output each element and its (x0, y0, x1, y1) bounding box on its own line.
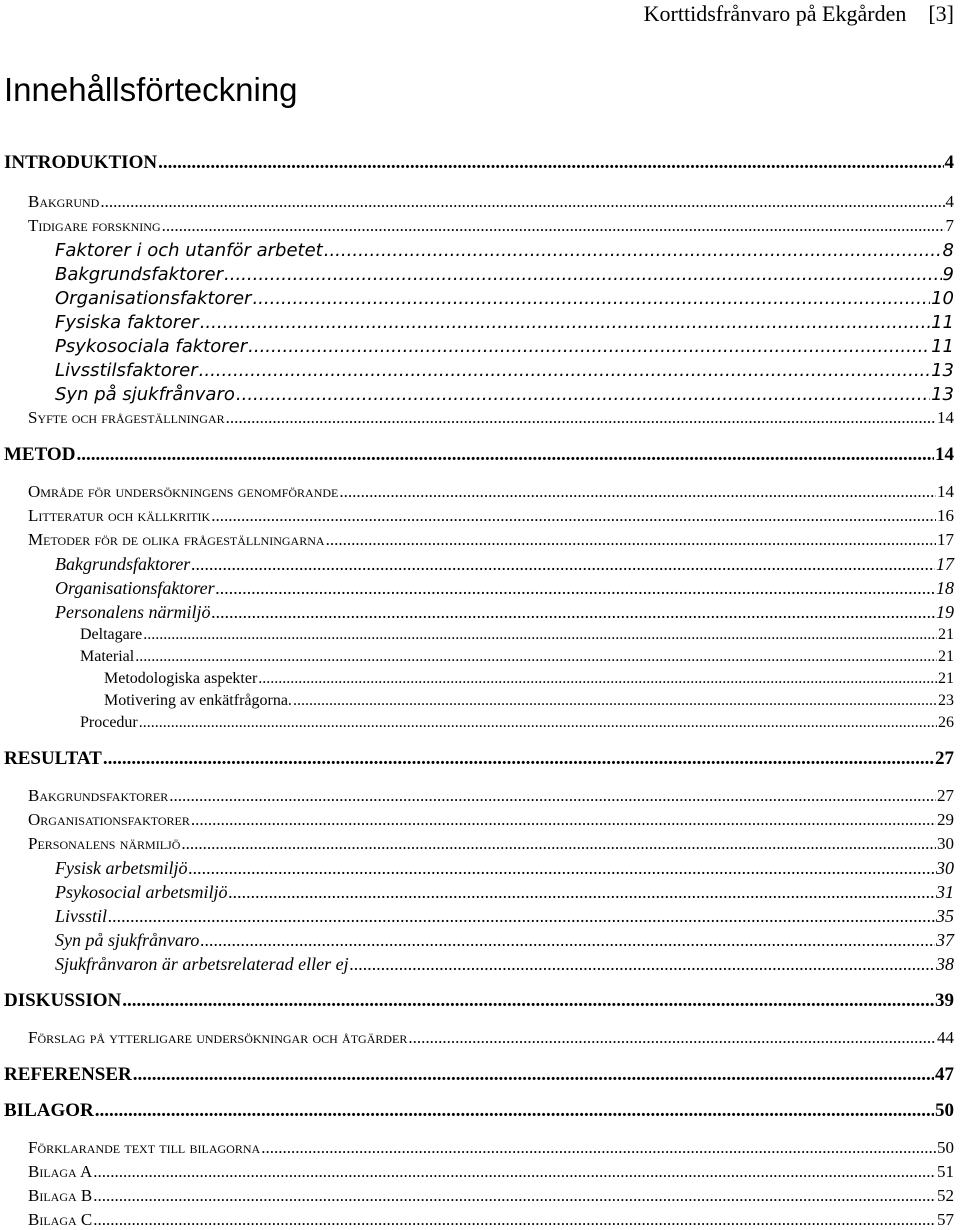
toc-dot-leader (252, 288, 930, 309)
toc-entry-label: Bakgrundsfaktorer (55, 554, 191, 574)
toc-entry[interactable] (28, 482, 954, 502)
toc-dot-leader (181, 834, 936, 854)
toc-entry[interactable] (104, 670, 954, 688)
toc-entry-label: Bilaga C (28, 1210, 93, 1229)
toc-entry-page-number: 31 (936, 882, 954, 902)
toc-entry-page-number: 30 (936, 858, 954, 878)
toc-entry[interactable] (80, 648, 954, 666)
toc-entry-label: METOD (4, 444, 76, 465)
toc-entry[interactable] (55, 360, 954, 381)
toc-entry-page-number: 26 (938, 714, 954, 731)
toc-entry-label: REFERENSER (4, 1064, 132, 1085)
toc-entry[interactable] (4, 990, 954, 1012)
toc-entry[interactable] (28, 786, 954, 806)
toc-dot-leader (224, 264, 942, 285)
toc-entry-page-number: 9 (942, 264, 954, 285)
toc-dot-leader (261, 1138, 936, 1158)
toc-dot-leader (191, 554, 935, 575)
toc-entry-label: Fysiska faktorer (55, 312, 199, 333)
toc-dot-leader (200, 312, 930, 333)
toc-entry-label: Bakgrundsfaktorer (55, 264, 223, 285)
toc-entry-label: Förslag på ytterligare undersökningar och åtgärder (28, 1028, 408, 1047)
toc-dot-leader (133, 1064, 934, 1086)
toc-entry-page-number: 27 (937, 786, 954, 805)
toc-entry-label: Tidigare forskning (28, 216, 161, 235)
toc-entry-label: Psykosociala faktorer (55, 336, 248, 357)
toc-entry-page-number: 38 (936, 954, 954, 974)
toc-entry-page-number: 11 (931, 312, 954, 333)
toc-dot-leader (162, 216, 945, 236)
toc-dot-leader (143, 626, 937, 644)
toc-entry[interactable] (55, 858, 954, 879)
toc-entry[interactable] (28, 1138, 954, 1158)
toc-entry-label: Syn på sjukfrånvaro (55, 930, 200, 950)
toc-entry-label: Organisationsfaktorer (55, 578, 215, 598)
toc-entry-label: Litteratur och källkritik (28, 506, 211, 525)
toc-entry-page-number: 57 (937, 1210, 954, 1229)
toc-entry-label: Livsstilsfaktorer (55, 360, 198, 381)
toc-dot-leader (191, 810, 936, 830)
toc-entry-label: Syn på sjukfrånvaro (55, 384, 235, 405)
toc-entry-page-number: 23 (938, 692, 954, 709)
toc-entry-label: RESULTAT (4, 748, 102, 769)
toc-entry-label: Organisationsfaktorer (28, 810, 190, 829)
toc-entry[interactable] (4, 444, 954, 466)
toc-dot-leader (100, 192, 944, 212)
toc-dot-leader (93, 1210, 936, 1230)
toc-dot-leader (350, 954, 935, 975)
toc-entry[interactable] (104, 692, 954, 710)
toc-entry[interactable] (55, 264, 954, 285)
toc-entry-label: BILAGOR (4, 1100, 94, 1121)
toc-dot-leader (324, 240, 942, 261)
toc-dot-leader (189, 858, 936, 879)
toc-entry[interactable] (55, 240, 954, 261)
toc-dot-leader (408, 1028, 936, 1048)
toc-entry-page-number: 13 (931, 360, 954, 381)
toc-dot-leader (199, 360, 930, 381)
running-header-page-number: [3] (928, 1, 954, 26)
toc-entry-label: Område för undersökningens genomförande (28, 482, 339, 501)
toc-entry[interactable] (28, 408, 954, 428)
toc-entry-page-number: 47 (935, 1064, 954, 1085)
toc-entry-label: DISKUSSION (4, 990, 122, 1011)
toc-entry-label: Organisationsfaktorer (55, 288, 252, 309)
toc-entry-label: Fysisk arbetsmiljö (55, 858, 188, 878)
toc-entry[interactable] (28, 530, 954, 550)
toc-dot-leader (95, 1100, 934, 1122)
toc-dot-leader (103, 748, 934, 770)
toc-entry[interactable] (55, 384, 954, 405)
toc-dot-leader (216, 578, 935, 599)
toc-entry-page-number: 51 (937, 1162, 954, 1181)
toc-entry-page-number: 39 (935, 990, 954, 1011)
toc-entry[interactable] (55, 602, 954, 623)
toc-entry[interactable] (4, 1064, 954, 1086)
toc-entry-page-number: 50 (935, 1100, 954, 1121)
toc-entry-label: Sjukfrånvaron är arbetsrelaterad eller ej (55, 954, 349, 974)
toc-dot-leader (228, 882, 935, 903)
toc-entry[interactable] (80, 714, 954, 732)
toc-dot-leader (339, 482, 936, 502)
toc-entry[interactable] (55, 336, 954, 357)
toc-entry-page-number: 17 (936, 554, 954, 574)
toc-dot-leader (326, 530, 936, 550)
toc-entry-label: Faktorer i och utanför arbetet (55, 240, 323, 261)
toc-entry-label: Bakgrundsfaktorer (28, 786, 169, 805)
toc-entry-page-number: 7 (945, 216, 954, 235)
toc-entry-page-number: 37 (936, 930, 954, 950)
toc-entry[interactable] (28, 1028, 954, 1048)
toc-entry-label: Förklarande text till bilagorna (28, 1138, 261, 1157)
toc-dot-leader (212, 602, 936, 623)
toc-entry-label: Psykosocial arbetsmiljö (55, 882, 228, 902)
toc-entry-page-number: 11 (931, 336, 954, 357)
toc-entry[interactable] (4, 152, 954, 174)
toc-entry[interactable] (28, 1210, 954, 1230)
toc-entry-page-number: 16 (937, 506, 954, 525)
toc-entry-page-number: 19 (936, 602, 954, 622)
toc-entry-page-number: 27 (935, 748, 954, 769)
toc-entry-page-number: 13 (931, 384, 954, 405)
toc-dot-leader (158, 152, 943, 174)
toc-dot-leader (293, 692, 937, 710)
toc-entry-page-number: 4 (944, 152, 954, 173)
toc-entry[interactable] (4, 1100, 954, 1122)
toc-dot-leader (135, 648, 937, 666)
toc-entry-page-number: 35 (936, 906, 954, 926)
toc-entry[interactable] (28, 506, 954, 526)
toc-entry-page-number: 21 (938, 626, 954, 643)
toc-dot-leader (76, 444, 934, 466)
toc-entry-page-number: 21 (938, 670, 954, 687)
toc-entry-page-number: 44 (937, 1028, 954, 1047)
toc-dot-leader (122, 990, 934, 1012)
toc-entry[interactable] (28, 810, 954, 830)
toc-dot-leader (200, 930, 935, 951)
toc-entry[interactable] (55, 954, 954, 975)
toc-entry-page-number: 50 (937, 1138, 954, 1157)
toc-entry-label: Bilaga B (28, 1186, 93, 1205)
toc-entry-page-number: 52 (937, 1186, 954, 1205)
toc-entry[interactable] (55, 882, 954, 903)
running-header-title: Korttidsfrånvaro på Ekgården (643, 1, 907, 26)
toc-entry-page-number: 14 (937, 482, 954, 501)
toc-entry[interactable] (55, 288, 954, 309)
document-heading: Innehållsförteckning (4, 71, 298, 108)
toc-dot-leader (108, 906, 935, 927)
toc-entry[interactable] (55, 930, 954, 951)
toc-entry[interactable] (28, 834, 954, 854)
toc-entry-label: Material (80, 648, 135, 665)
toc-entry-label: Deltagare (80, 626, 143, 643)
toc-dot-leader (236, 384, 930, 405)
toc-entry-label: Metodologiska aspekter (104, 670, 258, 687)
toc-entry-page-number: 14 (935, 444, 954, 465)
toc-entry-page-number: 17 (937, 530, 954, 549)
toc-entry-page-number: 10 (931, 288, 954, 309)
toc-entry[interactable] (55, 554, 954, 575)
toc-entry-page-number: 21 (938, 648, 954, 665)
toc-entry[interactable] (55, 578, 954, 599)
toc-entry-label: Syfte och frågeställningar (28, 408, 225, 427)
toc-entry[interactable] (4, 748, 954, 770)
toc-entry-page-number: 30 (937, 834, 954, 853)
toc-entry-page-number: 29 (937, 810, 954, 829)
toc-dot-leader (93, 1186, 936, 1206)
toc-entry[interactable] (28, 216, 954, 236)
toc-entry-label: Motivering av enkätfrågorna. (104, 692, 292, 709)
toc-entry-page-number: 14 (937, 408, 954, 427)
toc-entry-label: Procedur (80, 714, 138, 731)
toc-entry[interactable] (28, 1186, 954, 1206)
toc-entry-label: Bakgrund (28, 192, 100, 211)
toc-entry-label: Bilaga A (28, 1162, 93, 1181)
toc-dot-leader (211, 506, 936, 526)
toc-entry-label: Personalens närmiljö (55, 602, 211, 622)
toc-dot-leader (93, 1162, 936, 1182)
toc-entry[interactable] (28, 192, 954, 212)
toc-entry-page-number: 4 (945, 192, 954, 211)
toc-entry[interactable] (55, 312, 954, 333)
toc-dot-leader (258, 670, 937, 688)
toc-entry-label: INTRODUKTION (4, 152, 158, 173)
toc-dot-leader (226, 408, 936, 428)
toc-entry-label: Personalens närmiljö (28, 834, 181, 853)
toc-entry[interactable] (80, 626, 954, 644)
toc-dot-leader (248, 336, 930, 357)
toc-entry-label: Metoder för de olika frågeställningarna (28, 530, 325, 549)
toc-dot-leader (139, 714, 937, 732)
toc-entry-page-number: 18 (936, 578, 954, 598)
toc-entry-page-number: 8 (942, 240, 954, 261)
toc-entry-label: Livsstil (55, 906, 108, 926)
toc-dot-leader (169, 786, 936, 806)
toc-entry[interactable] (28, 1162, 954, 1182)
toc-entry[interactable] (55, 906, 954, 927)
